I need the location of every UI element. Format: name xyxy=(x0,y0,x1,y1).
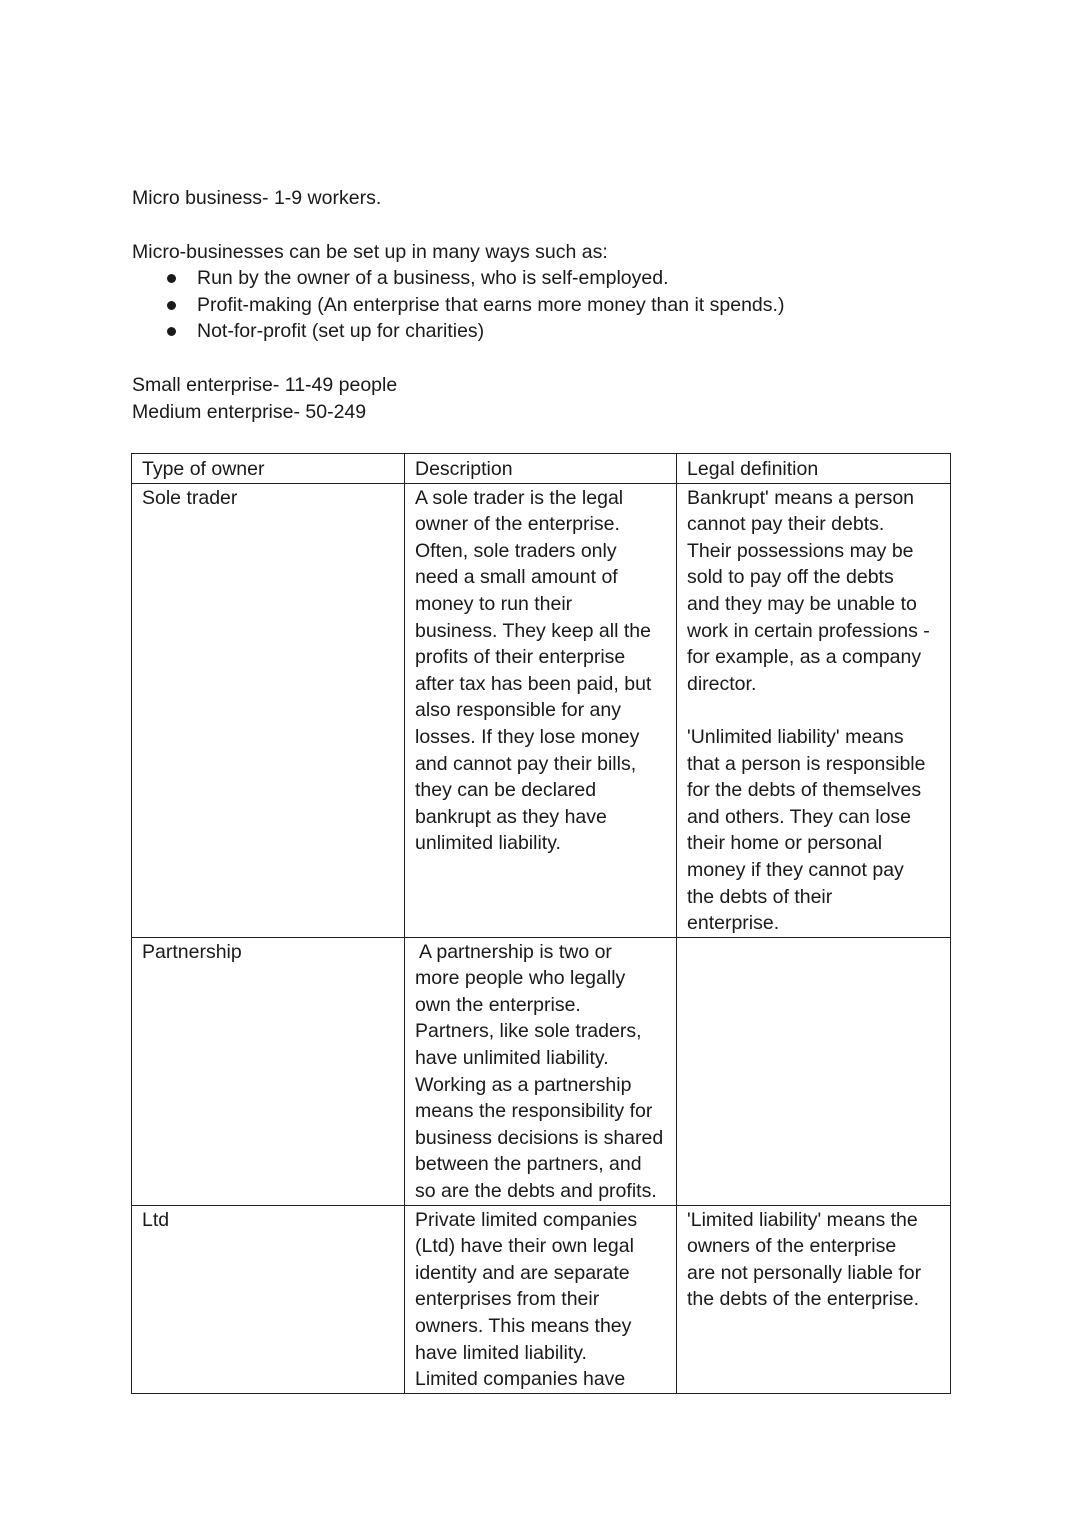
header-legal-definition: Legal definition xyxy=(677,454,951,484)
small-enterprise: Small enterprise- 11-49 people xyxy=(132,373,398,396)
description-cell: A sole trader is the legal owner of the enterprise. Often, sole traders only need a small amount of money to run their business. They keep all the profits of their enterprise after tax has been paid, but also responsible for any losses. If they lose money and cannot pay their bills, they can be declared bankrupt as they have unlimited liability. xyxy=(405,483,677,937)
medium-enterprise: Medium enterprise- 50-249 xyxy=(132,400,367,423)
enterprise-sizes xyxy=(132,372,950,425)
owner-types-table xyxy=(131,453,951,1394)
list-item: Not-for-profit (set up for charities) xyxy=(132,318,950,345)
owner-type-cell: Partnership xyxy=(132,937,405,1205)
header-type-of-owner: Type of owner xyxy=(132,454,405,484)
bullet-icon xyxy=(167,327,176,336)
description-cell: Private limited companies (Ltd) have their own legal identity and are separate enterprises from their owners. This means they have limited liability. Limited companies have xyxy=(405,1205,677,1393)
legal-definition-cell xyxy=(677,937,951,1205)
paragraph-gap xyxy=(687,697,940,724)
owner-type-cell: Sole trader xyxy=(132,483,405,937)
table-header-row xyxy=(132,454,951,484)
owner-type-cell: Ltd xyxy=(132,1205,405,1393)
table-row xyxy=(132,483,951,937)
table-row xyxy=(132,1205,951,1393)
legal-definition-cell: 'Limited liability' means the owners of the enterprise are not personally liable for the debts of the enterprise. xyxy=(677,1205,951,1393)
table-row xyxy=(132,937,951,1205)
list-item: Run by the owner of a business, who is self-employed. xyxy=(132,265,950,292)
bullet-icon xyxy=(167,301,176,310)
description-cell: A partnership is two or more people who legally own the enterprise. Partners, like sole traders, have unlimited liability. Working as a partnership means the responsibility for business decisions is shared between the partners, and so are the debts and profits. xyxy=(405,937,677,1205)
ways-heading: Micro-businesses can be set up in many ways such as: xyxy=(132,240,608,263)
intro-section xyxy=(132,185,950,425)
header-description: Description xyxy=(405,454,677,484)
ways-list xyxy=(132,265,950,345)
bullet-icon xyxy=(167,274,176,283)
list-item: Profit-making (An enterprise that earns more money than it spends.) xyxy=(132,292,950,319)
micro-business-heading: Micro business- 1-9 workers. xyxy=(132,187,382,209)
legal-definition-cell: Bankrupt' means a person cannot pay their debts. Their possessions may be sold to pay off the debts and they may be unable to work in certain professions - for example, as a company director. 'Unlimited liability' means that a person is responsible for the debts of themselves and others. They can lose their home or personal money if they cannot pay the debts of their enterprise. xyxy=(677,483,951,937)
